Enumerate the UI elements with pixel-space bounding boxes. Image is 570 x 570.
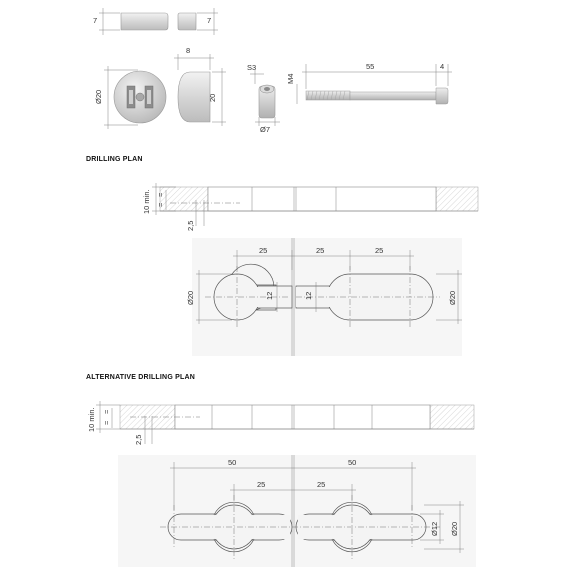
screw-sleeve — [247, 63, 297, 134]
equal-mark: = — [102, 420, 111, 425]
span-right-label: 50 — [348, 458, 357, 467]
alternative-section-view — [87, 401, 474, 445]
min-depth-label: 10 min. — [142, 189, 151, 214]
body-diameter-label: Ø20 — [94, 89, 103, 104]
cap-side-view-right — [178, 8, 218, 35]
alt-diameter-label: Ø20 — [450, 521, 459, 536]
body-height-label: 20 — [208, 93, 217, 102]
spacing-right-label: 25 — [317, 480, 326, 489]
span-left-label: 50 — [228, 458, 237, 467]
alternative-drilling-plan-title: ALTERNATIVE DRILLING PLAN — [86, 374, 195, 381]
offset-label: 2,5 — [186, 220, 195, 231]
drilling-plan-title: DRILLING PLAN — [86, 156, 143, 163]
half-width-label: 8 — [186, 46, 191, 55]
screw-length-label: 55 — [366, 62, 375, 71]
drive-size-label: S3 — [247, 63, 257, 72]
spacing-left-label: 25 — [257, 480, 266, 489]
screw-head-label: 4 — [440, 62, 445, 71]
cap-height-right-label: 7 — [207, 16, 212, 25]
spacing-2-label: 25 — [316, 246, 325, 255]
right-diameter-label: Ø20 — [448, 290, 457, 305]
screw-size-label: M4 — [286, 73, 295, 84]
screw — [302, 62, 452, 104]
sleeve-diameter-label: Ø7 — [260, 125, 271, 134]
drilling-section-view — [142, 183, 478, 231]
connector-half-view — [174, 46, 226, 126]
right-neck-label: 12 — [304, 291, 313, 300]
equal-mark: = — [102, 409, 111, 414]
equal-mark: = — [156, 192, 165, 197]
alt-min-depth-label: 10 min. — [87, 407, 96, 432]
equal-mark: = — [156, 202, 165, 207]
connector-top-view — [94, 66, 166, 129]
drilling-plan-view — [186, 238, 462, 356]
spacing-3-label: 25 — [375, 246, 384, 255]
cap-side-view-left — [93, 8, 168, 35]
alt-offset-label: 2,5 — [134, 434, 143, 445]
left-neck-label: 12 — [265, 291, 274, 300]
alt-neck-label: Ø12 — [430, 521, 439, 536]
spacing-1-label: 25 — [259, 246, 268, 255]
left-diameter-label: Ø20 — [186, 290, 195, 305]
alternative-plan-view — [118, 455, 476, 567]
part-views — [93, 8, 452, 134]
cap-height-left-label: 7 — [93, 16, 98, 25]
